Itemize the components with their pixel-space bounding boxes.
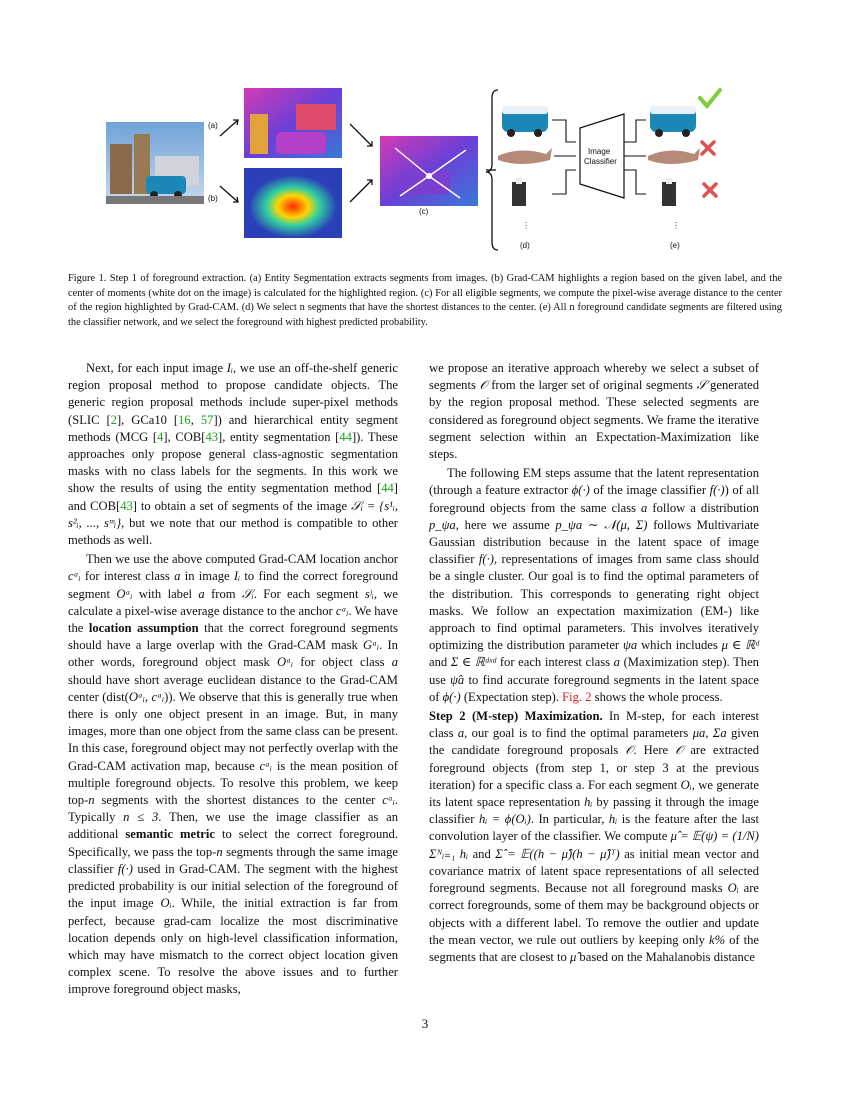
arrows-to-classifier: [552, 120, 576, 194]
citation-link[interactable]: 4: [157, 429, 164, 444]
arrows-from-classifier: [624, 120, 646, 194]
label-c: (c): [419, 207, 429, 216]
paragraph: Next, for each input image Iᵢ, we use an off-the-shelf generic region proposal method to propose candidate objects. The generic region proposal methods include super-pixel methods (SLIC [2], GCa10 [16, 57]) and hierarchical entity segment methods (MCG [4], COB[43], entity segmentation [44]). These approaches only propose general class-agnostic segmentation masks with no class labels for the segments. In this work we show the results of using the entity segmentation method [44] and COB[43] to obtain a set of segments of the image 𝒮ᵢ = {s¹ᵢ, s²ᵢ, ..., sᵐᵢ}, but we note that our method is compatible to other methods as well.: [68, 361, 399, 548]
citation-link[interactable]: 43: [120, 498, 133, 513]
arrows-stage2: [350, 124, 372, 202]
candidate-segment-2: [498, 148, 552, 164]
classifier-label-line2: Classifier: [584, 157, 617, 166]
candidate-segment-1: [502, 106, 548, 137]
citation-link[interactable]: 43: [205, 429, 219, 444]
right-column: [429, 360, 759, 966]
paragraph: we propose an iterative approach whereby we select a subset of segments 𝒪 from the larger set of original segments 𝒮 generated by the region proposal method. These selected segments are considered as foreground object segments. We frame the iterative segment selection within an Expectation-Maximization like steps.: [429, 361, 759, 462]
ellipsis-d: ⋮: [522, 221, 530, 230]
citation-link[interactable]: 16: [178, 412, 191, 427]
output-segment-1: [650, 106, 696, 137]
citation-link[interactable]: 57: [200, 412, 214, 427]
gradcam-image: [244, 168, 342, 238]
image-classifier: [580, 114, 624, 198]
output-segment-3: [662, 178, 676, 206]
candidate-segment-3: [512, 178, 526, 206]
paragraph: Step 2 (M-step) Maximization. In M-step, for each interest class a, our goal is to find the optimal parameters μa, Σa given the candidate foreground proposals 𝒪. Here 𝒪 are extracted foreground objects (from step 1, or step 3 at the previous iteration) for a specific class a. For each segment Oᵢ, we generate its latent space representation hᵢ by passing it through the image classifier hᵢ = ϕ(Oᵢ). In particular, hᵢ is the feature after the last convolution layer of the classifier. We compute μ̂ = 𝔼(ψ) = (1/N) Σᴺᵢ₌₁ hᵢ and Σ̂ = 𝔼((h − μ̂)(h − μ̂)ᵀ) as initial mean vector and covariance matrix of latent space representations of all selected foreground segments. Because not all foreground masks Oᵢ are correct foregrounds, some of them may be background objects or objects with a different label. To remove the outlier and update the mean vector, we rule out outliers by keeping only k% of the segments that are closest to μ̂ based on the Mahalanobis distance: [429, 709, 760, 964]
figure-ref-link[interactable]: Fig. 2: [562, 689, 592, 704]
cross-icon: [704, 184, 716, 196]
section-heading: Step 2 (M-step) Maximization.: [429, 709, 603, 724]
cross-icon: [702, 142, 714, 154]
ellipsis-e: ⋮: [672, 221, 680, 230]
label-b: (b): [208, 194, 218, 203]
citation-link[interactable]: 44: [381, 481, 394, 496]
paragraph: Then we use the above computed Grad-CAM location anchor cᵃᵢ for interest class a in image Iᵢ to find the correct foreground segment Oᵃᵢ with label a from 𝒮ᵢ. For each segment sʲᵢ, we calculate a pixel-wise average distance to the anchor cᵃᵢ. We have the location assumption that the correct foreground segments should have a large overlap with the Grad-CAM mask Gᵃᵢ. In other words, foreground object mask Oᵃᵢ for object class a should have short average euclidean distance to the Grad-CAM center (dist(Oᵃᵢ, cᵃᵢ)). We observe that this is generally true when there is only one object present in an image. But, in many images, more than one object from the same class can be present. In this case, foreground object may not perfectly overlap with the Grad-CAM activation map, because cᵃᵢ is the mean position of multiple foreground objects. To resolve this problem, we keep top-n segments with the shortest distances to the center cᵃᵢ. Typically n ≤ 3. Then, we use the image classifier as an additional semantic metric to select the correct foreground. Specifically, we pass the top-n segments through the same image classifier f(·) used in Grad-CAM. The segment with the highest predicted probability is our initial selection of the foreground of the input image Oᵢ. While, the initial extraction is far from perfect, because grad-cam localize the most discriminative location depends only on high-level classification information, which may have mismatch to the correct object location given complex scene. To resolve the above issues and to further improve foreground object masks,: [68, 552, 399, 997]
segmentation-image: [244, 88, 342, 158]
citation-link[interactable]: 44: [339, 429, 352, 444]
citation-link[interactable]: 2: [110, 412, 117, 427]
left-column: [68, 360, 398, 999]
classifier-label-line1: Image: [588, 147, 611, 156]
label-d: (d): [520, 241, 530, 250]
arrows-stage1: [220, 120, 238, 202]
input-image: [106, 122, 204, 204]
check-icon: [700, 90, 720, 106]
figure-1: [100, 84, 750, 256]
distance-image: [380, 136, 478, 206]
paragraph: The following EM steps assume that the latent representation (through a feature extractor ϕ(·) of the image classifier f(·)) of all foreground objects from the same class a follow a distribution p_ψa, here we assume p_ψa ∼ 𝒩(μ, Σ) follows Multivariate Gaussian distribution because in the latent space of image classifier f(·), representations of images from same class should be a single cluster. Our goal is to find the optimal parameters of the distribution. This corresponds to generating right object masks. We follow an expectation maximization (EM-) like approach to find optimal parameters. This involves iteratively optimizing the distribution parameter ψa which includes μ ∈ ℝᵈ and Σ ∈ ℝᵈˣᵈ for each interest class a (Maximization step). Then use ψ̂a to find accurate foreground segments in the latent space of ϕ(·) (Expectation step). Fig. 2 shows the whole process.: [429, 466, 760, 704]
label-e: (e): [670, 241, 680, 250]
label-a: (a): [208, 121, 218, 130]
page-number: 3: [421, 1016, 429, 1031]
figure-caption: Figure 1. Step 1 of foreground extraction. (a) Entity Segmentation extracts segments from images. (b) Grad-CAM highlights a region based on the given label, and the center of moments (white dot on the image) is calculated for the highlighted region. (c) For all eligible segments, we compute the pixel-wise average distance to the center of the region highlighted by Grad-CAM. (d) We select n segments that have the shortest distances to the center. (e) All n foreground candidate segments are filtered using the classifier network, and we select the foreground with highest predicted probability.: [68, 273, 782, 328]
center-dot: [426, 173, 432, 179]
output-segment-2: [648, 148, 700, 164]
